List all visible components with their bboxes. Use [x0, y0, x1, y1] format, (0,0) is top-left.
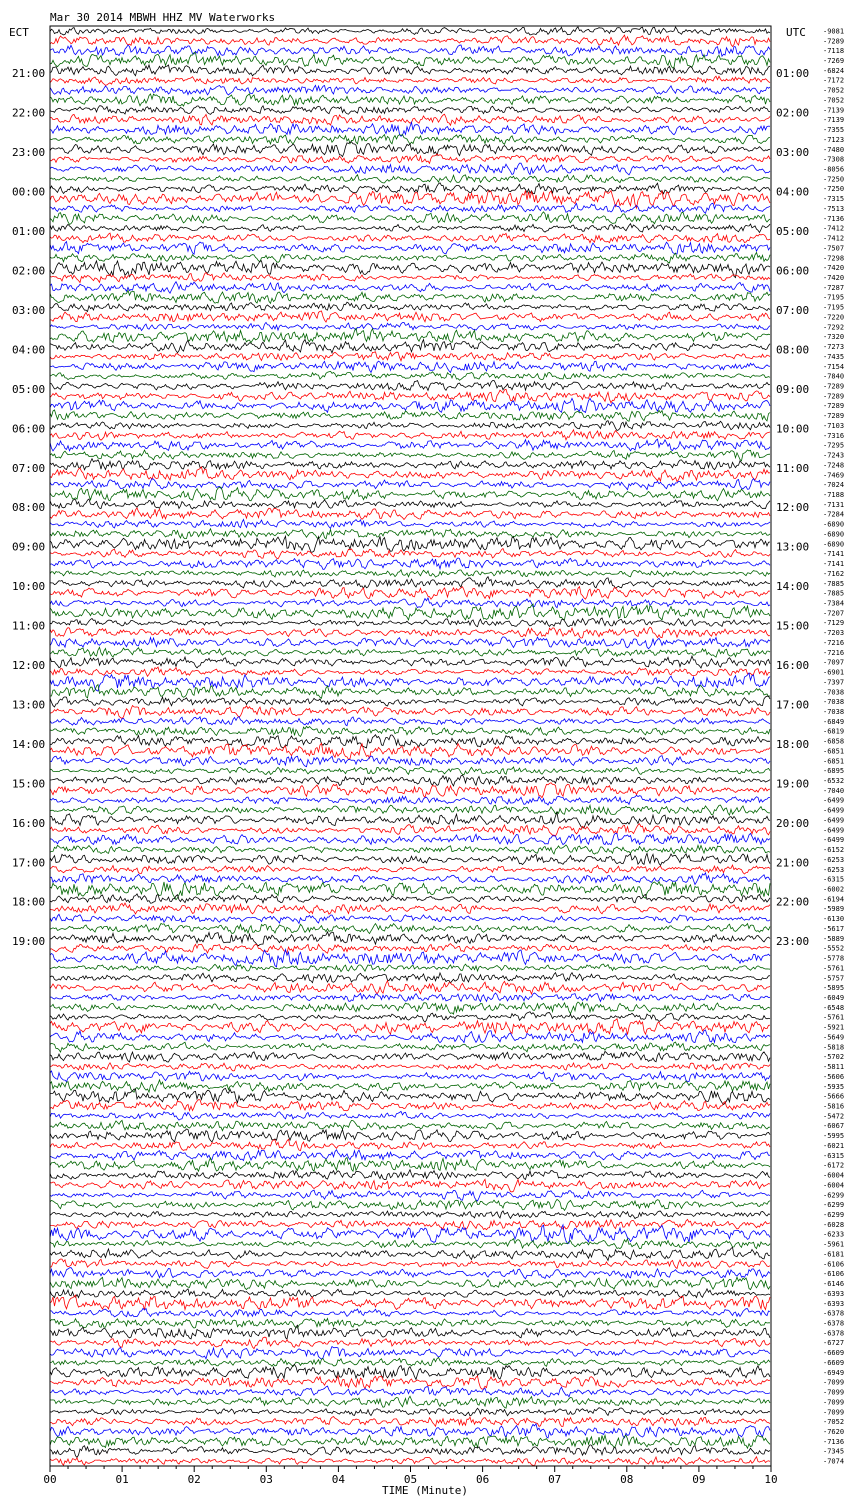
utc-hour-label: 21:00	[776, 856, 810, 870]
trace-offset-label: -7097	[823, 658, 845, 667]
ect-hour-label: 14:00	[12, 737, 46, 751]
trace-offset-label: -7420	[823, 274, 845, 282]
utc-hour-label: 23:00	[776, 935, 810, 949]
ect-hour-label: 09:00	[12, 540, 46, 554]
ect-hour-label: 10:00	[12, 580, 46, 594]
trace-offset-label: -6067	[823, 1122, 845, 1131]
trace-offset-label: -5606	[823, 1072, 845, 1081]
trace-offset-label: -7355	[823, 126, 845, 135]
trace-offset-label: -5702	[823, 1053, 845, 1062]
utc-hour-label: 13:00	[776, 540, 810, 554]
trace-offset-label: -5649	[823, 1033, 845, 1042]
trace-offset-label: -7298	[823, 254, 845, 263]
trace-offset-label: -6849	[823, 717, 845, 726]
trace-offset-label: -7052	[823, 86, 845, 95]
trace-offset-label: -5995	[823, 1132, 845, 1141]
ect-hour-label: 02:00	[12, 264, 46, 278]
trace-offset-label: -6609	[823, 1358, 845, 1367]
trace-offset-label: -6002	[823, 885, 845, 894]
trace-offset-label: -6299	[823, 1211, 845, 1219]
trace-offset-label: -6851	[823, 747, 845, 756]
trace-offset-label: -7024	[823, 481, 845, 490]
trace-offset-label: -7195	[823, 293, 845, 302]
utc-hour-label: 15:00	[776, 619, 810, 633]
trace-offset-label: -7292	[823, 323, 845, 332]
trace-offset-label: -7289	[823, 37, 845, 46]
trace-offset-label: -7289	[823, 402, 845, 411]
trace-offset-label: -7038	[823, 698, 845, 707]
trace-offset-label: -6049	[823, 994, 845, 1002]
trace-offset-label: -6028	[823, 1220, 845, 1229]
ect-hour-label: 03:00	[12, 304, 46, 317]
trace-offset-label: -6130	[823, 915, 845, 924]
trace-offset-label: -6152	[823, 846, 845, 855]
trace-offset-label: -5895	[823, 984, 845, 993]
x-tick-label: 04	[331, 1473, 346, 1486]
trace-offset-label: -7250	[823, 175, 845, 184]
x-tick-label: 03	[259, 1473, 273, 1486]
trace-offset-label: -6004	[823, 1181, 845, 1190]
trace-offset-label: -6021	[823, 1142, 845, 1150]
trace-offset-label: -7412	[823, 234, 845, 243]
chart-title: Mar 30 2014 MBWH HHZ MV Waterworks	[50, 11, 276, 24]
trace-offset-label: -7289	[823, 412, 845, 421]
trace-offset-label: -7038	[823, 708, 845, 716]
trace-offset-label: -6727	[823, 1339, 845, 1348]
trace-offset-label: -7216	[823, 648, 845, 657]
trace-offset-label: -7131	[823, 500, 845, 509]
utc-hour-label: 08:00	[776, 343, 810, 357]
utc-hour-label: 05:00	[776, 225, 810, 239]
trace-offset-label: -7840	[823, 372, 845, 381]
trace-offset-label: -6890	[823, 540, 845, 549]
trace-offset-label: -6393	[823, 1289, 845, 1298]
utc-hour-label: 19:00	[776, 777, 810, 791]
trace-offset-label: -6315	[823, 1151, 845, 1160]
trace-offset-label: -6106	[823, 1270, 845, 1279]
ect-hour-label: 12:00	[12, 659, 46, 672]
trace-offset-label: -8056	[823, 165, 845, 174]
ect-hour-label: 11:00	[12, 619, 46, 633]
trace-offset-label: -6819	[823, 727, 845, 736]
ect-hour-label: 06:00	[12, 422, 46, 436]
trace-offset-label: -7099	[823, 1408, 845, 1417]
trace-offset-label: -5935	[823, 1082, 845, 1091]
utc-hour-label: 09:00	[776, 382, 810, 396]
trace-offset-label: -7289	[823, 392, 845, 401]
trace-offset-label: -7141	[823, 560, 845, 568]
trace-offset-label: -7099	[823, 1388, 845, 1397]
trace-offset-label: -6378	[823, 1329, 845, 1338]
trace-offset-label: -7129	[823, 619, 845, 628]
trace-offset-label: -6106	[823, 1260, 845, 1269]
trace-offset-label: -7885	[823, 579, 845, 588]
utc-hour-label: 01:00	[776, 67, 810, 81]
trace-offset-label: -6499	[823, 816, 845, 825]
ect-hour-label: 18:00	[12, 895, 46, 909]
ect-hour-label: 00:00	[12, 185, 46, 199]
trace-offset-label: -7038	[823, 688, 845, 697]
utc-hour-label: 20:00	[776, 816, 810, 830]
trace-offset-label: -5761	[823, 1013, 845, 1022]
trace-offset-label: -7420	[823, 264, 845, 273]
trace-offset-label: -6393	[823, 1299, 845, 1308]
trace-offset-label: -7141	[823, 550, 845, 559]
utc-hour-label: 04:00	[776, 185, 810, 199]
trace-offset-label: -5816	[823, 1102, 845, 1111]
trace-offset-label: -7320	[823, 333, 845, 342]
trace-offset-label: -7289	[823, 382, 845, 391]
x-axis-label: TIME (Minute)	[381, 1484, 469, 1497]
trace-offset-label: -5921	[823, 1023, 845, 1032]
ect-hour-label: 13:00	[12, 698, 46, 712]
ect-hour-label: 21:00	[12, 67, 46, 81]
ect-hour-label: 23:00	[12, 146, 46, 160]
trace-offset-label: -6146	[823, 1280, 845, 1288]
trace-offset-label: -7412	[823, 224, 845, 233]
trace-offset-label: -7345	[823, 1447, 845, 1456]
utc-hour-label: 18:00	[776, 737, 810, 751]
ect-hour-label: 01:00	[12, 225, 46, 239]
trace-offset-label: -6532	[823, 777, 845, 785]
trace-offset-label: -7287	[823, 283, 845, 292]
trace-offset-label: -7099	[823, 1398, 845, 1407]
trace-offset-label: -5757	[823, 974, 845, 983]
trace-offset-label: -6194	[823, 895, 845, 904]
trace-offset-label: -7284	[823, 510, 845, 519]
trace-offset-label: -7207	[823, 609, 845, 618]
trace-offset-label: -6895	[823, 767, 845, 776]
x-tick-label: 05	[403, 1473, 418, 1486]
trace-offset-label: -7172	[823, 76, 845, 85]
trace-offset-label: -6609	[823, 1349, 845, 1358]
trace-offset-label: -5552	[823, 944, 845, 953]
trace-offset-label: -6890	[823, 520, 845, 529]
trace-offset-label: -7052	[823, 96, 845, 105]
trace-offset-label: -7315	[823, 195, 845, 204]
ect-hour-label: 04:00	[12, 343, 46, 357]
trace-offset-label: -5818	[823, 1043, 845, 1052]
utc-hour-label: 14:00	[776, 580, 810, 594]
trace-offset-label: -7620	[823, 1428, 845, 1436]
trace-offset-label: -6949	[823, 1368, 845, 1377]
x-tick-label: 08	[620, 1473, 634, 1486]
trace-offset-label: -7139	[823, 116, 845, 125]
utc-hour-label: 02:00	[776, 106, 810, 120]
x-tick-label: 09	[692, 1473, 706, 1486]
trace-offset-label: -6499	[823, 796, 845, 805]
trace-offset-label: -6172	[823, 1161, 845, 1170]
trace-offset-label: -7103	[823, 422, 845, 430]
trace-offset-label: -7248	[823, 461, 845, 470]
trace-offset-label: -7099	[823, 1378, 845, 1387]
trace-offset-label: -6851	[823, 757, 845, 766]
trace-offset-label: -7188	[823, 491, 845, 499]
trace-offset-label: -6890	[823, 530, 845, 539]
trace-offset-label: -7074	[823, 1457, 845, 1466]
trace-offset-label: -7136	[823, 1437, 845, 1446]
utc-hour-label: 06:00	[776, 264, 810, 278]
trace-offset-label: -6499	[823, 836, 845, 845]
trace-offset-label: -6181	[823, 1250, 845, 1259]
trace-offset-label: -6824	[823, 66, 845, 75]
trace-offset-label: -7243	[823, 451, 845, 460]
trace-offset-label: -6548	[823, 1003, 845, 1012]
utc-hour-label: 07:00	[776, 304, 810, 317]
trace-offset-label: -7480	[823, 145, 845, 154]
trace-offset-label: -7136	[823, 214, 845, 223]
utc-hour-label: 22:00	[776, 895, 810, 909]
utc-hour-label: 17:00	[776, 698, 810, 712]
x-tick-label: 06	[475, 1473, 490, 1486]
trace-offset-label: -7513	[823, 205, 845, 213]
ect-hour-label: 19:00	[12, 935, 46, 949]
trace-offset-label: -5778	[823, 954, 845, 963]
trace-offset-label: -5961	[823, 1240, 845, 1249]
trace-offset-label: -5666	[823, 1092, 845, 1101]
x-tick-label: 10	[764, 1473, 778, 1486]
trace-offset-label: -6299	[823, 1201, 845, 1210]
x-tick-label: 07	[548, 1473, 562, 1486]
trace-offset-label: -7435	[823, 352, 845, 361]
trace-offset-label: -6499	[823, 826, 845, 835]
trace-offset-label: -7397	[823, 678, 845, 687]
trace-offset-label: -7203	[823, 629, 845, 638]
trace-offset-label: -6315	[823, 875, 845, 884]
trace-offset-label: -7269	[823, 57, 845, 65]
ect-hour-label: 07:00	[12, 461, 46, 475]
trace-offset-label: -7250	[823, 185, 845, 194]
right-axis-label: UTC	[786, 26, 806, 39]
x-tick-label: 00	[43, 1473, 57, 1486]
trace-offset-label: -7469	[823, 471, 845, 480]
ect-hour-label: 17:00	[12, 856, 46, 870]
x-tick-label: 01	[115, 1473, 129, 1486]
trace-offset-label: -9081	[823, 27, 845, 36]
trace-offset-label: -7273	[823, 343, 845, 351]
ect-hour-label: 15:00	[12, 777, 46, 791]
trace-offset-label: -7295	[823, 441, 845, 450]
trace-offset-label: -7052	[823, 1418, 845, 1427]
trace-offset-label: -5811	[823, 1063, 845, 1071]
trace-offset-label: -7308	[823, 155, 845, 164]
ect-hour-label: 05:00	[12, 382, 46, 396]
trace-offset-label: -7162	[823, 569, 845, 578]
utc-hour-label: 10:00	[776, 422, 810, 436]
trace-offset-label: -5472	[823, 1112, 845, 1121]
ect-hour-label: 08:00	[12, 501, 46, 515]
trace-offset-label: -6233	[823, 1230, 845, 1239]
ect-hour-label: 16:00	[12, 816, 46, 830]
trace-offset-label: -6858	[823, 737, 845, 746]
trace-offset-label: -7123	[823, 135, 845, 144]
trace-offset-label: -7118	[823, 47, 845, 56]
trace-offset-label: -6253	[823, 855, 845, 864]
trace-offset-label: -7216	[823, 638, 845, 647]
trace-offset-label: -7139	[823, 106, 845, 115]
trace-offset-label: -7384	[823, 599, 845, 608]
trace-offset-label: -6901	[823, 668, 845, 677]
trace-offset-label: -6299	[823, 1191, 845, 1200]
trace-offset-label: -7885	[823, 589, 845, 598]
left-axis-label: ECT	[9, 26, 29, 39]
trace-offset-label: -7154	[823, 362, 845, 371]
utc-hour-label: 11:00	[776, 461, 810, 475]
trace-offset-label: -5889	[823, 934, 845, 943]
trace-offset-label: -7195	[823, 303, 845, 312]
trace-offset-label: -7507	[823, 244, 845, 253]
trace-offset-label: -6378	[823, 1319, 845, 1328]
ect-hour-label: 22:00	[12, 106, 46, 120]
trace-offset-label: -5989	[823, 905, 845, 914]
trace-offset-label: -7040	[823, 786, 845, 795]
trace-offset-label: -7220	[823, 313, 845, 322]
trace-offset-label: -5761	[823, 964, 845, 973]
x-tick-label: 02	[187, 1473, 201, 1486]
utc-hour-label: 03:00	[776, 146, 810, 160]
trace-offset-label: -5617	[823, 925, 845, 933]
utc-hour-label: 16:00	[776, 659, 810, 672]
trace-offset-label: -7316	[823, 431, 845, 440]
trace-offset-label: -6499	[823, 806, 845, 815]
trace-offset-label: -6253	[823, 865, 845, 874]
utc-hour-label: 12:00	[776, 501, 810, 515]
trace-offset-label: -6378	[823, 1309, 845, 1318]
trace-offset-label: -6004	[823, 1171, 845, 1180]
